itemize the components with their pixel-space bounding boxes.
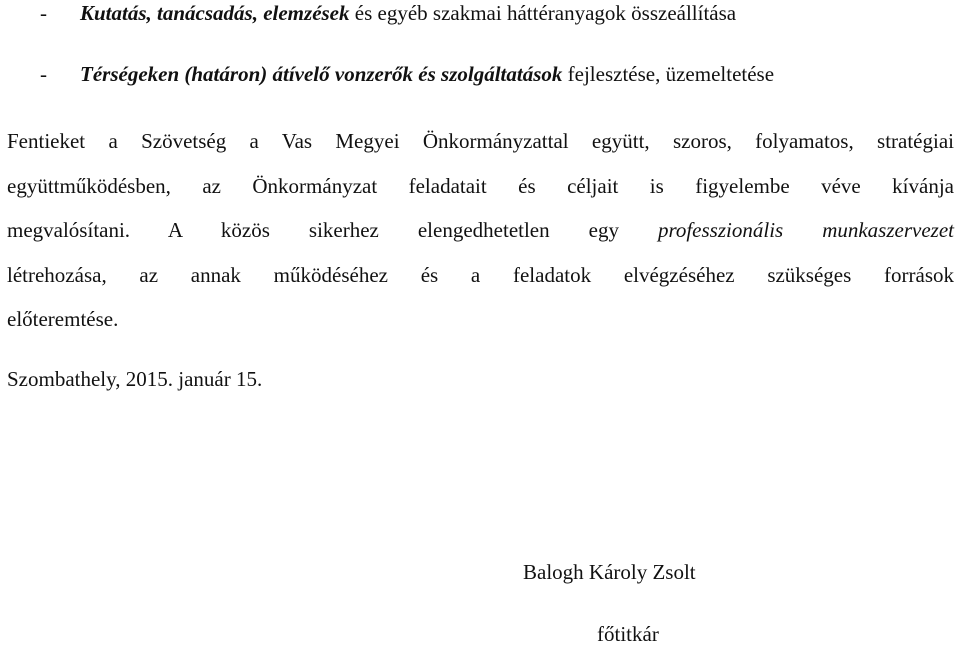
- paragraph-line-3-text: megvalósítani. A közös sikerhez elengedhetetlen egy: [7, 218, 658, 242]
- paragraph-line-3: [7, 208, 954, 253]
- paragraph-line-4: létrehozása, az annak működéséhez és a feladatok elvégzéséhez szükséges források: [7, 262, 954, 287]
- paragraph-line-5: előteremtése.: [7, 307, 119, 331]
- signature-name: Balogh Károly Zsolt: [523, 560, 696, 584]
- paragraph-line-1: Fentieket a Szövetség a Vas Megyei Önkormányzattal együtt, szoros, folyamatos, stratégiai: [7, 129, 954, 153]
- main-paragraph: [7, 119, 954, 342]
- paragraph-italic-phrase: professzionális munkaszervezet: [657, 218, 954, 242]
- date-line: Szombathely, 2015. január 15.: [7, 367, 263, 391]
- bullet-item-attractions: [40, 60, 774, 88]
- bullet-item-research: [40, 0, 736, 27]
- bullet-text: fejlesztése, üzemeltetése: [562, 62, 775, 86]
- paragraph-line-2: együttműködésben, az Önkormányzat feladatait és céljait is figyelembe véve kívánja: [7, 173, 954, 198]
- bullet-text: és egyéb szakmai háttéranyagok összeállítása: [349, 1, 737, 25]
- bullet-emphasis: Kutatás, tanácsadás, elemzések: [80, 1, 350, 25]
- bullet-dash: -: [40, 1, 47, 25]
- signature-title: főtitkár: [597, 622, 659, 646]
- bullet-emphasis: Térségeken (határon) átívelő vonzerők és szolgáltatások: [80, 62, 563, 86]
- bullet-dash: -: [40, 62, 47, 86]
